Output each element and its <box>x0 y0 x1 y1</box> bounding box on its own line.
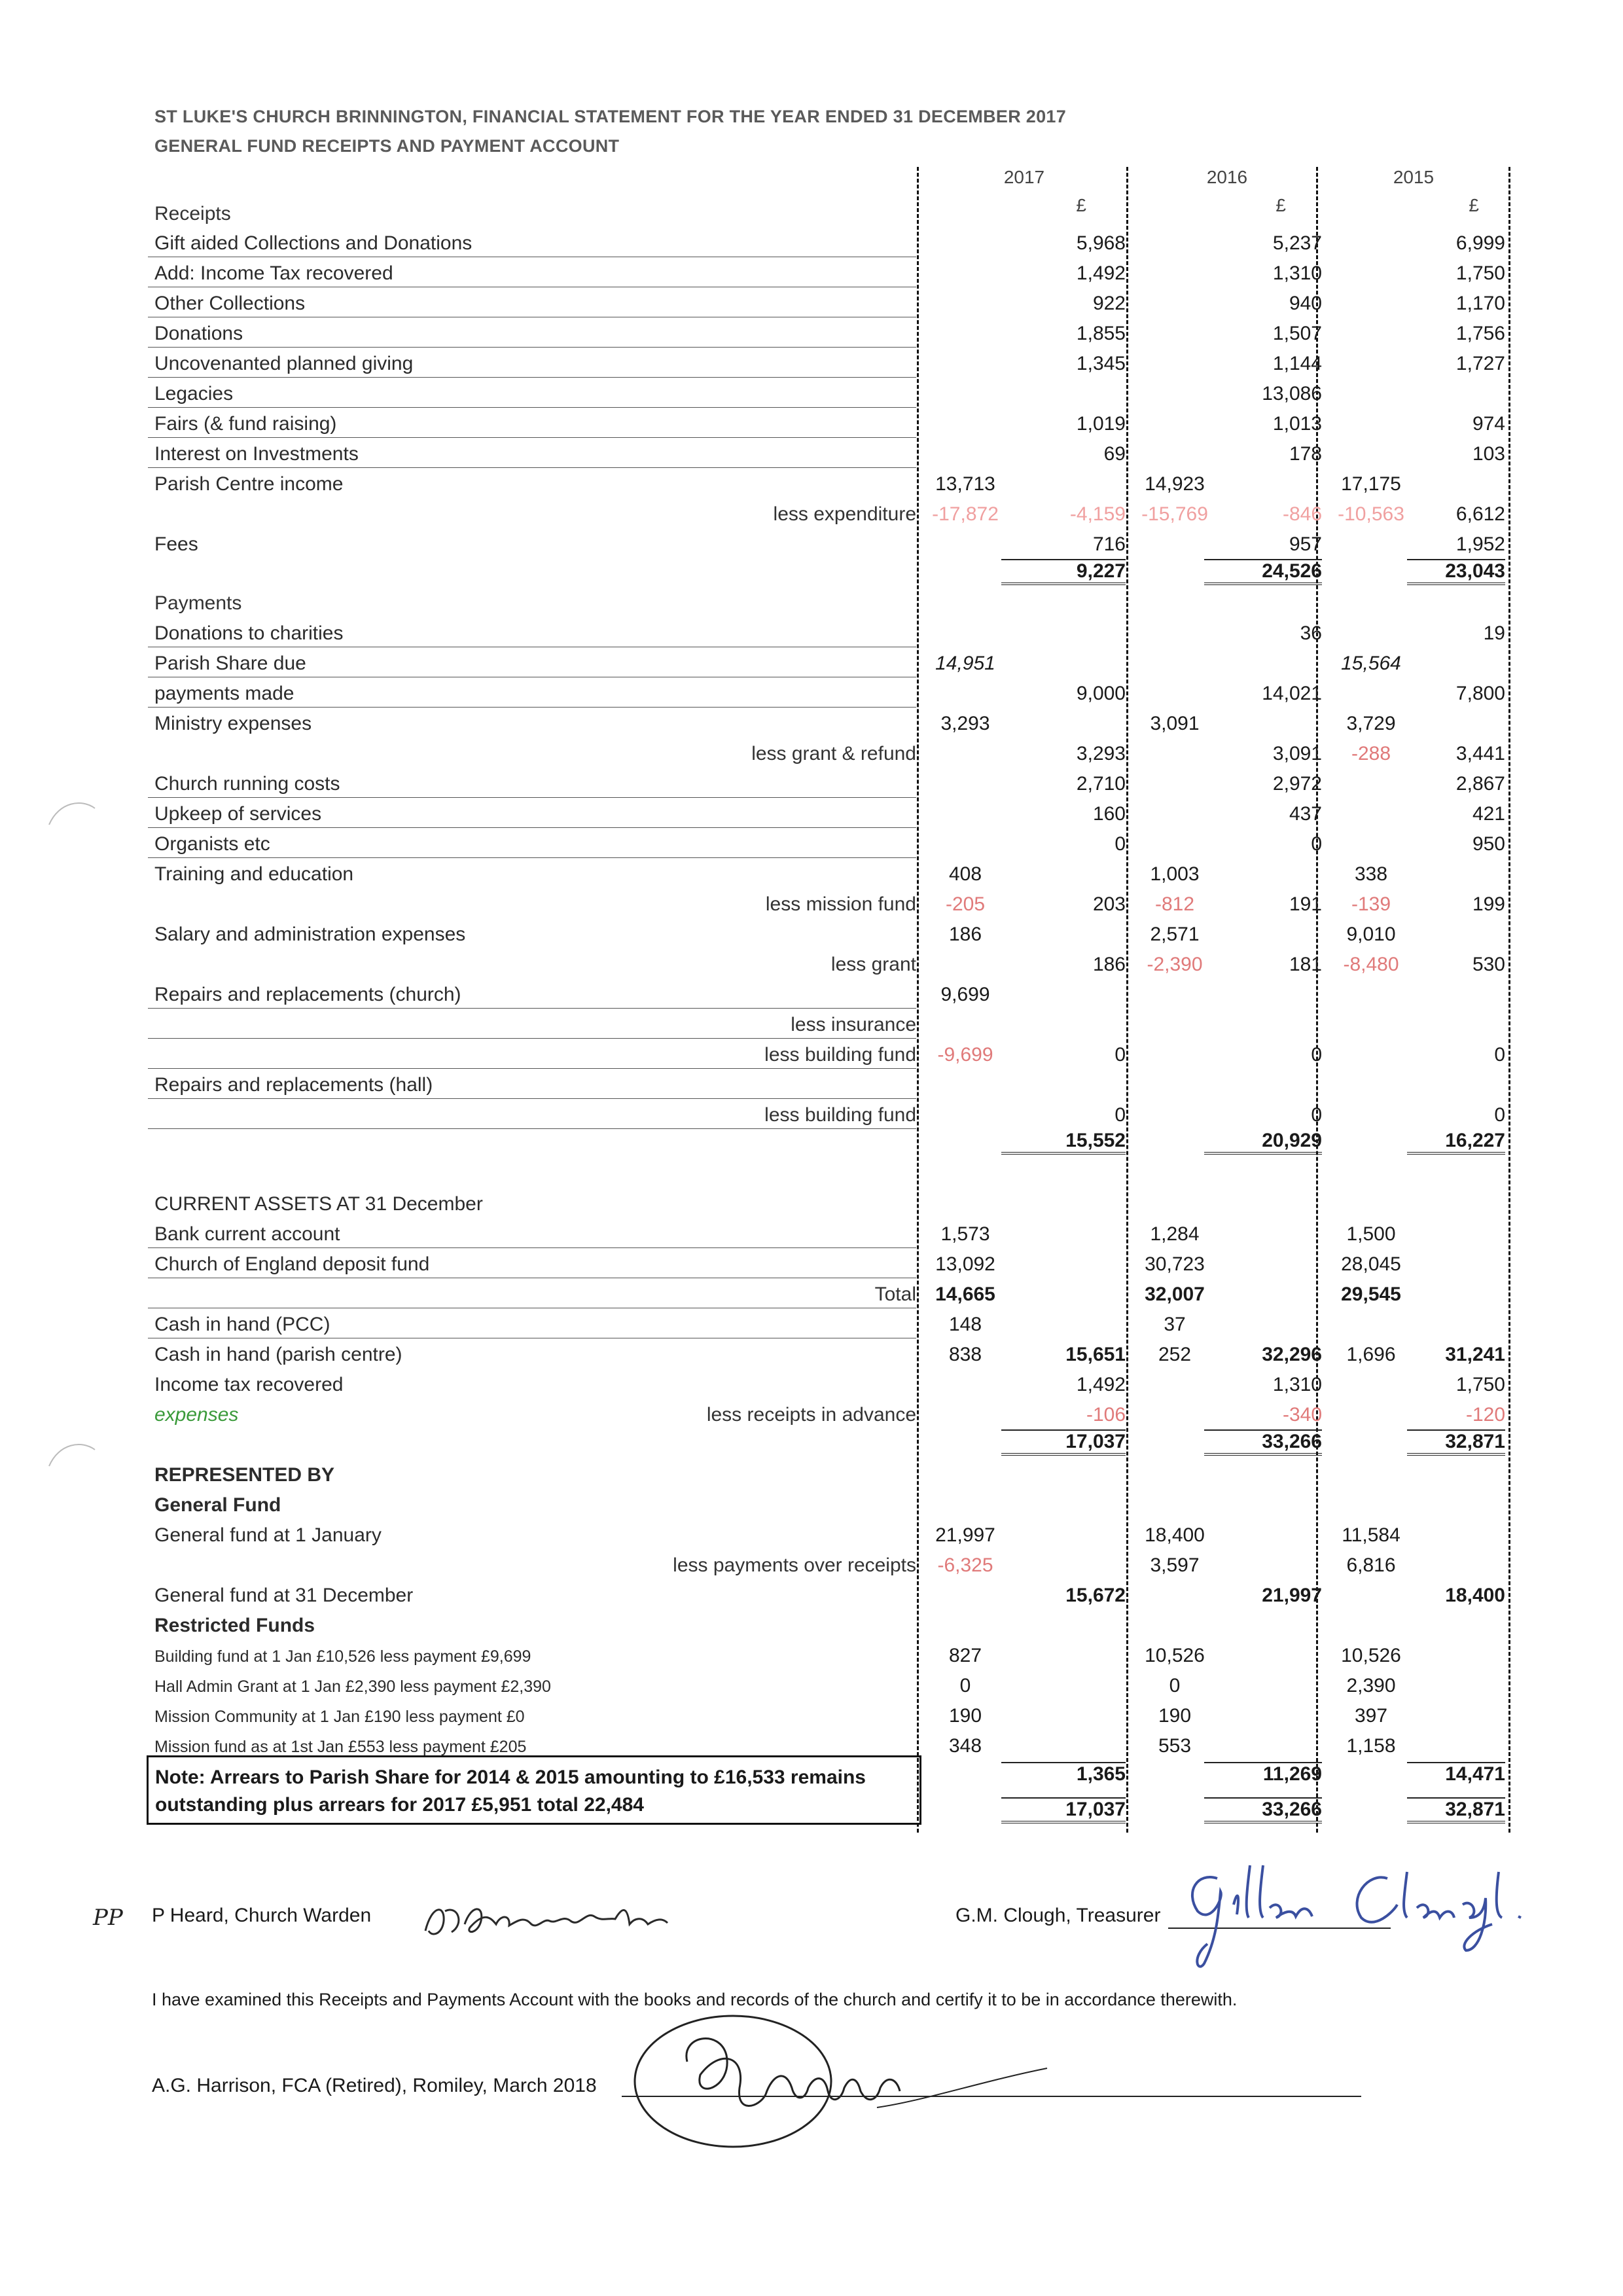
sub-2015: 2,390 <box>1346 1675 1396 1696</box>
warden-label: P Heard, Church Warden <box>152 1905 372 1926</box>
value-2016: -846 <box>1282 503 1322 525</box>
row-label: Mission Community at 1 Jan £190 less payment £0 <box>154 1708 525 1726</box>
row-label: Income tax recovered <box>154 1374 344 1395</box>
represented-heading-row <box>0 1459 1623 1489</box>
arrears-note <box>147 1755 921 1825</box>
sub-2016: 10,526 <box>1145 1645 1205 1666</box>
sub-2015: -10,563 <box>1338 503 1404 525</box>
grand-2017: 17,037 <box>1001 1429 1126 1456</box>
sub-2015: 1,696 <box>1346 1344 1396 1365</box>
sub-2016: 37 <box>1164 1314 1186 1335</box>
receipts-heading-row <box>0 198 1623 228</box>
value-2015: 950 <box>1472 833 1505 855</box>
payments-heading-row <box>0 587 1623 617</box>
income-tax-row <box>0 1369 1623 1399</box>
less-payments-row <box>0 1549 1623 1579</box>
value-2017: 1,492 <box>1076 1374 1126 1395</box>
sub-2015: 29,545 <box>1341 1283 1401 1305</box>
sub-2017: 0 <box>959 1675 971 1696</box>
sub-2017: 827 <box>948 1645 982 1666</box>
value-2016: 21,997 <box>1262 1585 1322 1606</box>
represented-heading: REPRESENTED BY <box>154 1464 335 1486</box>
value-2017: 3,293 <box>1076 743 1126 764</box>
deposit-row <box>0 1248 1623 1278</box>
sub-2017: 1,573 <box>940 1223 990 1245</box>
receipt-row <box>0 227 1623 257</box>
value-2016: 1,013 <box>1272 413 1322 435</box>
cash-pcc-row <box>0 1308 1623 1338</box>
repairs-church-row <box>0 978 1623 1009</box>
assets-heading: CURRENT ASSETS AT 31 December <box>154 1193 483 1215</box>
value-2015: 0 <box>1494 1044 1505 1066</box>
value-2017: 15,672 <box>1065 1585 1126 1606</box>
value-2016: -340 <box>1282 1404 1322 1426</box>
parish-share-row <box>0 647 1623 677</box>
value-2015: -120 <box>1465 1404 1505 1426</box>
total-2017: 15,552 <box>1001 1130 1126 1155</box>
value-2016: 178 <box>1289 443 1322 465</box>
value-2017: 2,710 <box>1076 773 1126 795</box>
sub-2016: 190 <box>1158 1705 1192 1727</box>
value-2017: 15,651 <box>1065 1344 1126 1365</box>
row-label: General fund at 1 January <box>154 1524 382 1546</box>
row-label: Uncovenanted planned giving <box>154 353 414 374</box>
treasurer-signature <box>1171 1852 1538 1977</box>
currency-2015: £ <box>1469 195 1479 215</box>
value-2017: 1,345 <box>1076 353 1126 374</box>
cash-centre-row <box>0 1338 1623 1369</box>
charities-row <box>0 617 1623 647</box>
sub-2017: 14,951 <box>935 653 995 674</box>
value-2017: 160 <box>1092 803 1126 825</box>
payments-made-row <box>0 677 1623 708</box>
row-label: Ministry expenses <box>154 713 312 734</box>
row-label: Salary and administration expenses <box>154 924 466 945</box>
sub-2015: -139 <box>1351 893 1391 915</box>
ministry-row <box>0 708 1623 738</box>
row-label: Church of England deposit fund <box>154 1253 430 1275</box>
value-2015: 3,441 <box>1455 743 1505 764</box>
row-label: Church running costs <box>154 773 340 795</box>
row-label: Hall Admin Grant at 1 Jan £2,390 less payment £2,390 <box>154 1677 551 1696</box>
value-2017: -4,159 <box>1069 503 1126 525</box>
row-label: Cash in hand (parish centre) <box>154 1344 402 1365</box>
value-2017: 0 <box>1115 1044 1126 1066</box>
total-2017: 9,227 <box>1001 559 1126 585</box>
value-2015: 1,756 <box>1455 323 1505 344</box>
organists-row <box>0 828 1623 858</box>
sub-2016: 2,571 <box>1150 924 1200 945</box>
salary-row <box>0 918 1623 948</box>
restricted-total-2016: 11,269 <box>1204 1762 1322 1785</box>
value-2016: 957 <box>1289 533 1322 555</box>
row-sublabel: less receipts in advance <box>706 1404 916 1426</box>
sub-2015: 10,526 <box>1341 1645 1401 1666</box>
value-2016: 0 <box>1311 833 1322 855</box>
opening-fund-row <box>0 1519 1623 1549</box>
value-2017: 922 <box>1092 293 1126 314</box>
value-2017: 0 <box>1115 833 1126 855</box>
row-label: less mission fund <box>765 893 916 915</box>
receipt-row <box>0 348 1623 378</box>
value-2016: 940 <box>1289 293 1322 314</box>
payments-total-row <box>0 1124 1623 1155</box>
year-2017: 2017 <box>1003 167 1045 187</box>
value-2017: 716 <box>1092 533 1126 555</box>
row-label: payments made <box>154 683 294 704</box>
bank-row <box>0 1218 1623 1248</box>
value-2016: 14,021 <box>1262 683 1322 704</box>
restricted-heading-row <box>0 1609 1623 1640</box>
pp-mark: PP <box>93 1905 123 1931</box>
grand-2017: 17,037 <box>1001 1797 1126 1823</box>
sub-2015: 11,584 <box>1342 1524 1400 1546</box>
sub-2017: 21,997 <box>935 1524 995 1546</box>
value-2016: 181 <box>1289 954 1322 975</box>
value-2017: 69 <box>1103 443 1126 465</box>
less-insurance-row <box>0 1009 1623 1039</box>
sub-2017: 190 <box>948 1705 982 1727</box>
value-2017: 186 <box>1092 954 1126 975</box>
less-expenditure-row <box>0 498 1623 528</box>
row-label: Donations <box>154 323 243 344</box>
row-label: Training and education <box>154 863 354 885</box>
row-label: Add: Income Tax recovered <box>154 262 393 284</box>
sub-2017: 13,713 <box>935 473 995 495</box>
examiner-label: A.G. Harrison, FCA (Retired), Romiley, March 2018 <box>152 2075 597 2096</box>
sub-2015: 3,729 <box>1346 713 1396 734</box>
sub-2015: 17,175 <box>1341 473 1401 495</box>
sub-2015: -288 <box>1351 743 1391 764</box>
sub-2015: 338 <box>1354 863 1388 885</box>
year-2015: 2015 <box>1393 167 1435 187</box>
value-2015: 530 <box>1472 954 1505 975</box>
sub-2016: 32,007 <box>1145 1283 1205 1305</box>
row-label: Gift aided Collections and Donations <box>154 232 473 254</box>
receipt-row <box>0 317 1623 348</box>
restricted-total-2017: 1,365 <box>1001 1762 1126 1785</box>
value-2016: 0 <box>1311 1104 1322 1126</box>
value-2015: 1,750 <box>1455 262 1505 284</box>
value-2016: 5,237 <box>1272 232 1322 254</box>
general-fund-heading-row <box>0 1489 1623 1519</box>
value-2016: 1,144 <box>1272 353 1322 374</box>
sub-2017: 9,699 <box>940 984 990 1005</box>
sub-2017: 13,092 <box>935 1253 995 1275</box>
sub-2016: -2,390 <box>1147 954 1203 975</box>
row-label: less expenditure <box>773 503 916 525</box>
statement-subtitle: GENERAL FUND RECEIPTS AND PAYMENT ACCOUNT <box>154 136 620 156</box>
mission-community-row <box>0 1700 1623 1730</box>
sub-2017: 348 <box>948 1735 982 1757</box>
building-fund-row <box>0 1640 1623 1670</box>
punch-hole-mark <box>46 792 98 831</box>
running-costs-row <box>0 768 1623 798</box>
sub-2015: 15,564 <box>1341 653 1401 674</box>
receipts-heading: Receipts <box>154 203 231 224</box>
row-label: Parish Centre income <box>154 473 344 495</box>
less-grant-row <box>0 948 1623 978</box>
assets-heading-row <box>0 1188 1623 1218</box>
receipt-row <box>0 438 1623 468</box>
value-2016: 191 <box>1289 893 1322 915</box>
total-2015: 16,227 <box>1407 1130 1505 1155</box>
value-2016: 1,310 <box>1272 262 1322 284</box>
value-2016: 437 <box>1289 803 1322 825</box>
sub-2017: -9,699 <box>937 1044 993 1066</box>
restricted-total-2015: 14,471 <box>1407 1762 1505 1785</box>
row-label: Other Collections <box>154 293 306 314</box>
value-2015: 19 <box>1483 622 1505 644</box>
value-2016: 1,310 <box>1272 1374 1322 1395</box>
grand-2015: 32,871 <box>1407 1429 1505 1456</box>
row-label: Donations to charities <box>154 622 344 644</box>
closing-fund-row <box>0 1579 1623 1609</box>
value-2015: 1,750 <box>1455 1374 1505 1395</box>
row-label: Total <box>874 1283 916 1305</box>
sub-2016: -812 <box>1154 893 1195 915</box>
value-2016: 3,091 <box>1272 743 1322 764</box>
row-label: less grant <box>830 954 916 975</box>
value-2017: 5,968 <box>1076 232 1126 254</box>
restricted-heading: Restricted Funds <box>154 1615 315 1636</box>
sub-2015: 397 <box>1354 1705 1388 1727</box>
value-2015: 974 <box>1472 413 1505 435</box>
receipt-row <box>0 408 1623 438</box>
row-label: less insurance <box>791 1014 916 1035</box>
sub-2017: 838 <box>948 1344 982 1365</box>
row-label: Fees <box>154 533 198 555</box>
row-label: Upkeep of services <box>154 803 322 825</box>
row-label: Fairs (& fund raising) <box>154 413 337 435</box>
row-label: Building fund at 1 Jan £10,526 less payment £9,699 <box>154 1647 531 1666</box>
value-2015: 421 <box>1472 803 1505 825</box>
hall-grant-row <box>0 1670 1623 1700</box>
row-label: less payments over receipts <box>673 1554 916 1576</box>
row-label: Repairs and replacements (church) <box>154 984 461 1005</box>
year-2016: 2016 <box>1206 167 1248 187</box>
sub-2016: 18,400 <box>1145 1524 1205 1546</box>
row-label: Cash in hand (PCC) <box>154 1314 330 1335</box>
less-mission-row <box>0 888 1623 918</box>
row-label: less building fund <box>764 1104 916 1126</box>
repairs-hall-row <box>0 1069 1623 1099</box>
treasurer-label: G.M. Clough, Treasurer <box>955 1905 1161 1926</box>
sub-2017: 148 <box>948 1314 982 1335</box>
value-2015: 6,612 <box>1455 503 1505 525</box>
sub-2016: 30,723 <box>1145 1253 1205 1275</box>
examiner-signature <box>628 2003 1086 2160</box>
sub-2017: 14,665 <box>935 1283 995 1305</box>
total-2016: 20,929 <box>1204 1130 1322 1155</box>
currency-2017: £ <box>1076 195 1086 215</box>
receipt-row <box>0 287 1623 317</box>
assets-total-row <box>0 1278 1623 1308</box>
value-2015: 0 <box>1494 1104 1505 1126</box>
general-fund-heading: General Fund <box>154 1494 281 1516</box>
value-2015: 1,952 <box>1455 533 1505 555</box>
value-2015: 199 <box>1472 893 1505 915</box>
receipt-row <box>0 378 1623 408</box>
value-2015: 2,867 <box>1455 773 1505 795</box>
sub-2017: 408 <box>948 863 982 885</box>
sub-2016: 553 <box>1158 1735 1192 1757</box>
sub-2016: 14,923 <box>1145 473 1205 495</box>
row-label: Mission fund as at 1st Jan £553 less payment £205 <box>154 1738 527 1756</box>
sub-2016: -15,769 <box>1141 503 1208 525</box>
sub-2015: 9,010 <box>1346 924 1396 945</box>
sub-2017: -205 <box>945 893 986 915</box>
punch-hole-mark <box>46 1433 98 1473</box>
upkeep-row <box>0 798 1623 828</box>
currency-2016: £ <box>1275 195 1286 215</box>
value-2016: 32,296 <box>1262 1344 1322 1365</box>
value-2015: 6,999 <box>1455 232 1505 254</box>
value-2016: 13,086 <box>1262 383 1322 404</box>
value-2017: 1,019 <box>1076 413 1126 435</box>
value-2015: 103 <box>1472 443 1505 465</box>
value-2017: 0 <box>1115 1104 1126 1126</box>
row-label: Parish Share due <box>154 653 306 674</box>
row-label: Interest on Investments <box>154 443 359 465</box>
sub-2015: 28,045 <box>1341 1253 1401 1275</box>
receipts-total-row <box>0 554 1623 584</box>
value-2016: 2,972 <box>1272 773 1322 795</box>
warden-signature <box>419 1885 733 1950</box>
payments-heading: Payments <box>154 592 242 614</box>
value-2015: 31,241 <box>1445 1344 1505 1365</box>
sub-2015: 1,500 <box>1346 1223 1396 1245</box>
parish-centre-row <box>0 468 1623 498</box>
row-label: less grant & refund <box>751 743 916 764</box>
row-label: expenses <box>154 1404 239 1426</box>
certification-text: I have examined this Receipts and Payments Account with the books and records of the church and certify it to be in accordance therewith. <box>152 1990 1238 2009</box>
sub-2017: -6,325 <box>937 1554 993 1576</box>
sub-2016: 1,284 <box>1150 1223 1200 1245</box>
sub-2015: -8,480 <box>1343 954 1399 975</box>
row-label: Organists etc <box>154 833 270 855</box>
row-label: Legacies <box>154 383 234 404</box>
value-2017: 203 <box>1092 893 1126 915</box>
note-line-1: Note: Arrears to Parish Share for 2014 & 2015 amounting to £16,533 remains <box>155 1767 866 1788</box>
sub-2015: 1,158 <box>1346 1735 1396 1757</box>
value-2017: 1,855 <box>1076 323 1126 344</box>
value-2017: -106 <box>1086 1404 1126 1426</box>
row-label: less building fund <box>764 1044 916 1066</box>
value-2016: 36 <box>1300 622 1322 644</box>
assets-grand-row <box>0 1424 1623 1454</box>
value-2017: 9,000 <box>1076 683 1126 704</box>
sub-2017: 186 <box>948 924 982 945</box>
total-2015: 23,043 <box>1407 559 1505 585</box>
sub-2017: 3,293 <box>940 713 990 734</box>
value-2017: 1,492 <box>1076 262 1126 284</box>
row-label: Bank current account <box>154 1223 340 1245</box>
sub-2016: 1,003 <box>1150 863 1200 885</box>
grand-2016: 33,266 <box>1204 1797 1322 1823</box>
sub-2016: 3,597 <box>1150 1554 1200 1576</box>
value-2015: 1,170 <box>1455 293 1505 314</box>
sub-2015: 6,816 <box>1346 1554 1396 1576</box>
value-2015: 7,800 <box>1455 683 1505 704</box>
value-2016: 1,507 <box>1272 323 1322 344</box>
grand-2015: 32,871 <box>1407 1797 1505 1823</box>
sub-2017: -17,872 <box>932 503 999 525</box>
statement-title: ST LUKE'S CHURCH BRINNINGTON, FINANCIAL STATEMENT FOR THE YEAR ENDED 31 DECEMBER 2017 <box>154 107 1067 126</box>
sub-2016: 252 <box>1158 1344 1192 1365</box>
value-2015: 18,400 <box>1445 1585 1505 1606</box>
less-grant-refund-row <box>0 738 1623 768</box>
grand-2016: 33,266 <box>1204 1429 1322 1456</box>
note-line-2: outstanding plus arrears for 2017 £5,951 total 22,484 <box>155 1794 644 1816</box>
row-label: Repairs and replacements (hall) <box>154 1074 433 1096</box>
value-2016: 0 <box>1311 1044 1322 1066</box>
total-2016: 24,526 <box>1204 559 1322 585</box>
value-2015: 1,727 <box>1455 353 1505 374</box>
receipt-row <box>0 257 1623 287</box>
training-row <box>0 858 1623 888</box>
sub-2016: 3,091 <box>1150 713 1200 734</box>
sub-2016: 0 <box>1169 1675 1181 1696</box>
less-building-fund-row <box>0 1039 1623 1069</box>
row-label: General fund at 31 December <box>154 1585 414 1606</box>
